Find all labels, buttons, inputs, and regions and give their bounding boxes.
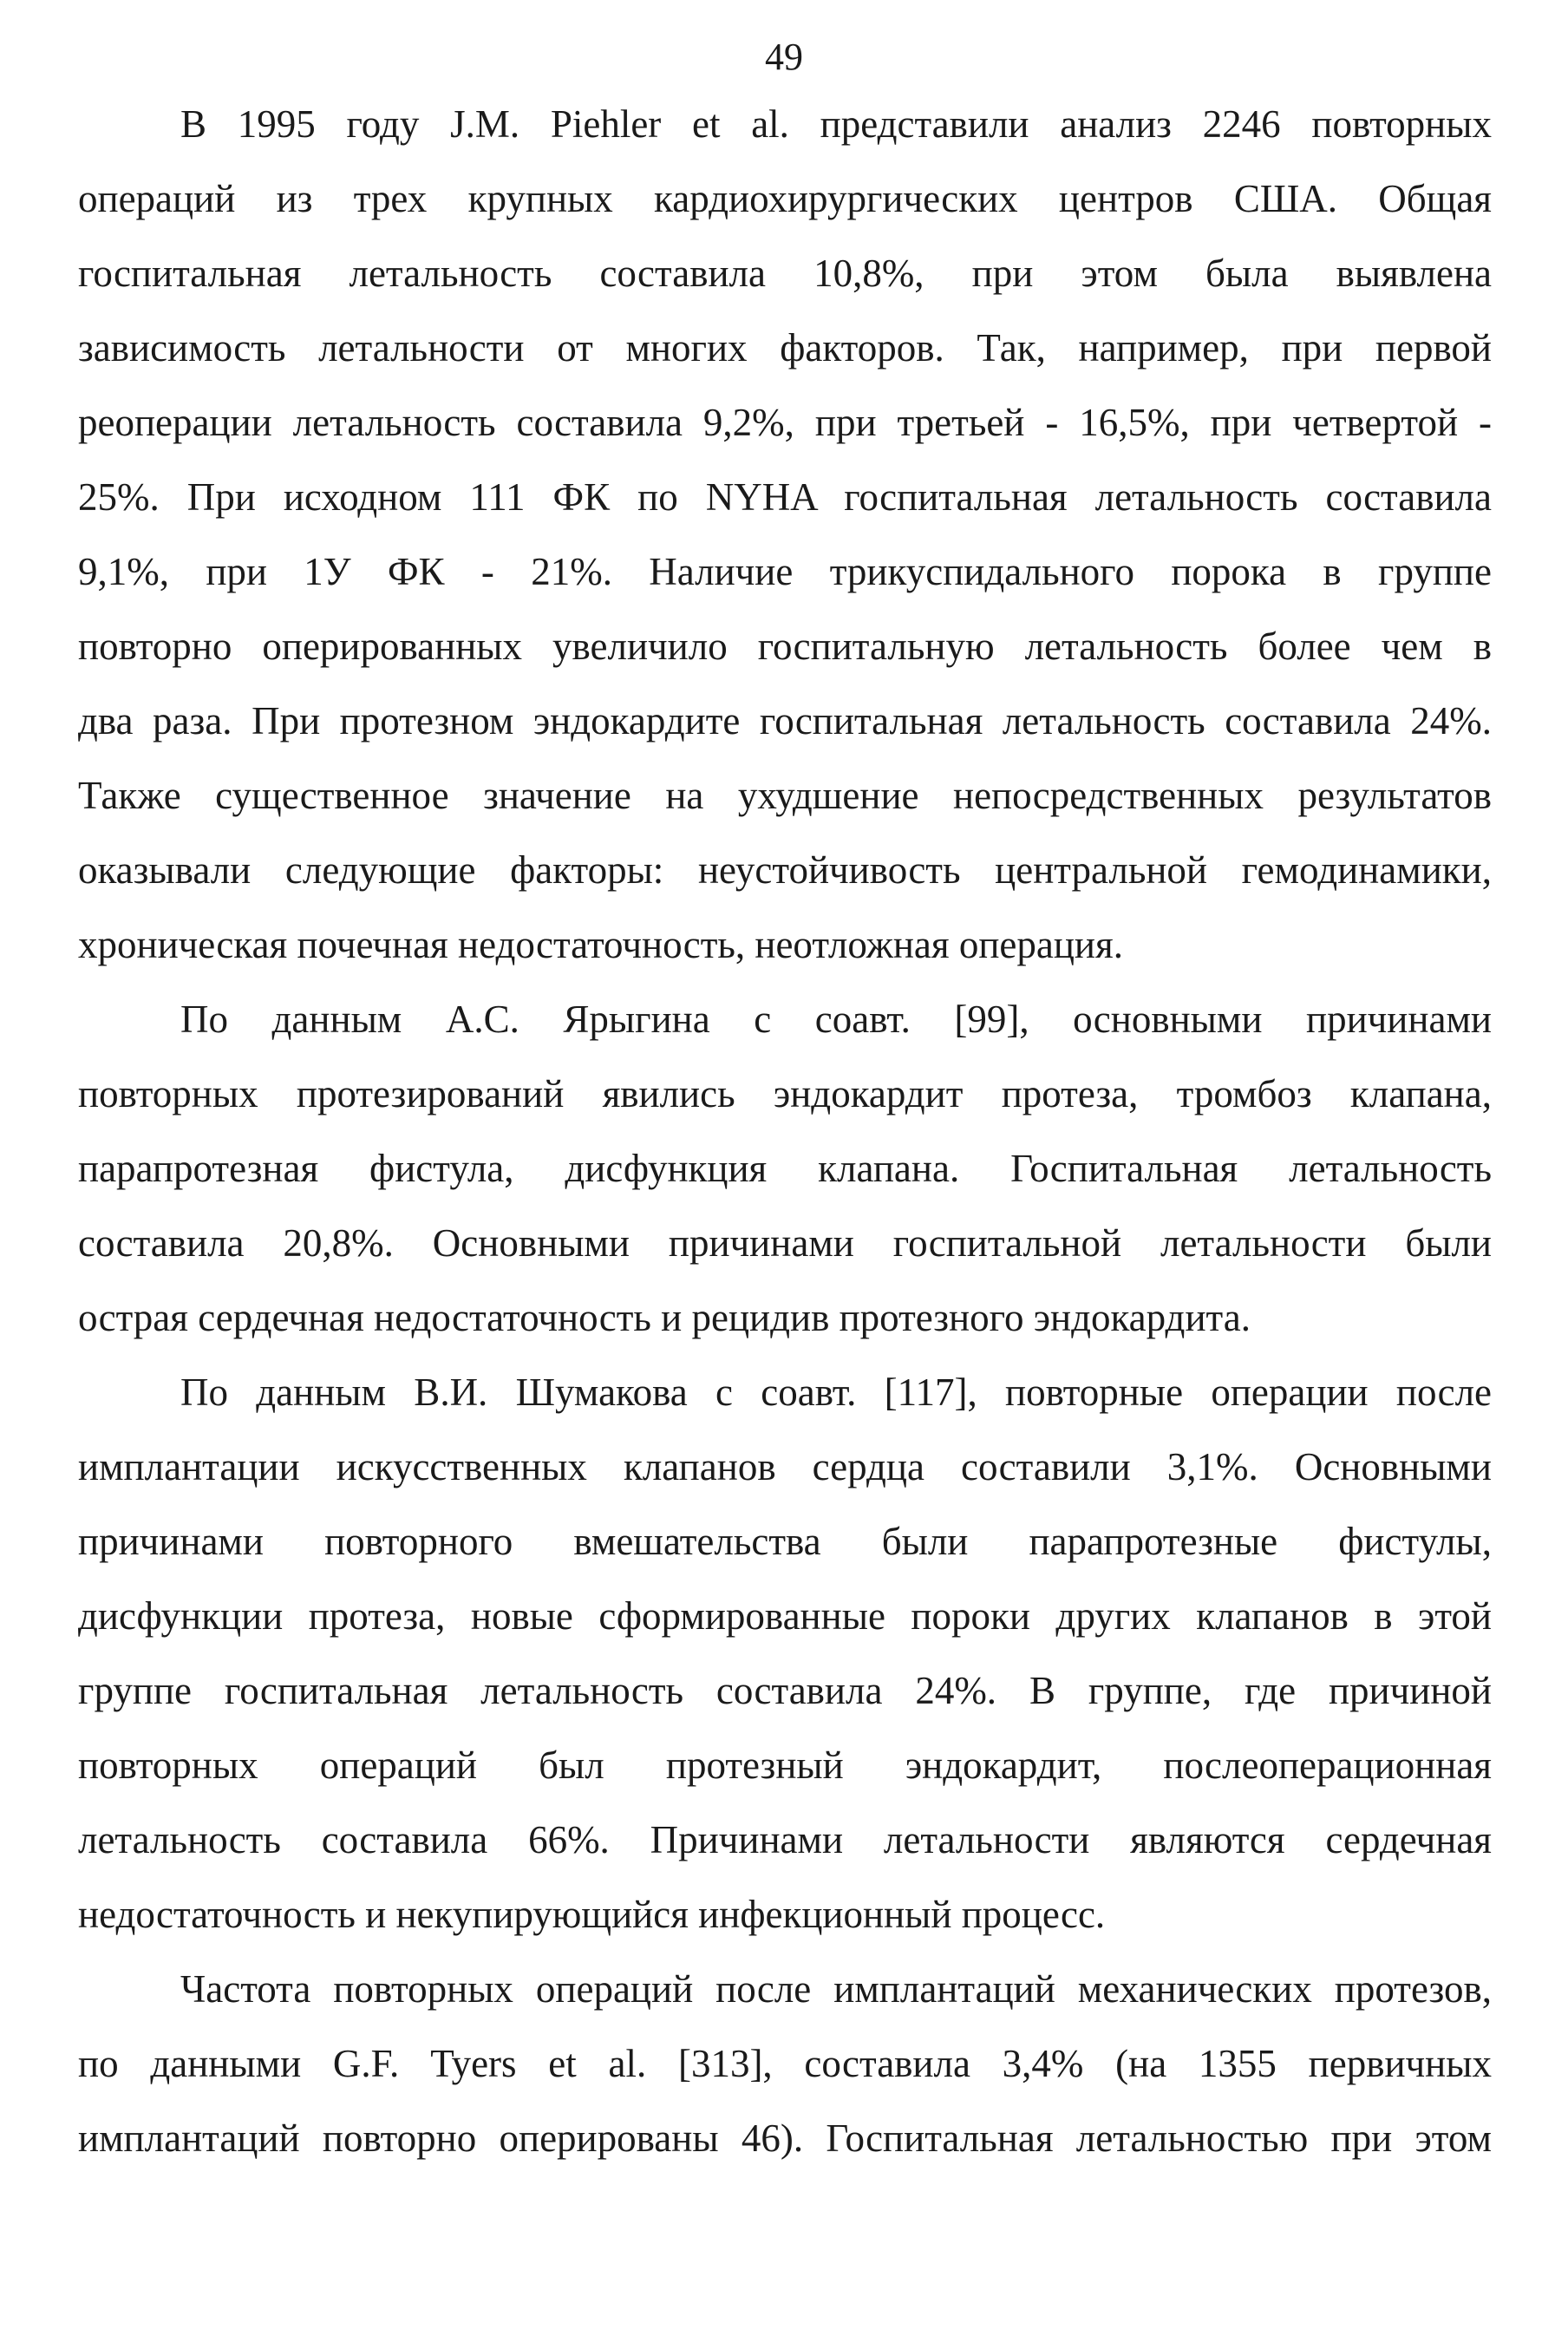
text-line: В 1995 году J.M. Piehler et al. представили анализ 2246 повторных bbox=[180, 102, 1492, 146]
text-line: повторных протезирований явились эндокардит протеза, тромбоз клапана, bbox=[78, 1072, 1492, 1115]
paragraph-1 bbox=[78, 87, 1492, 982]
text-line: реоперации летальность составила 9,2%, при третьей - 16,5%, при четвертой - bbox=[78, 401, 1492, 444]
text-line: Частота повторных операций после имплантаций механических протезов, bbox=[180, 1967, 1492, 2011]
text-line: зависимость летальности от многих факторов. Так, например, при первой bbox=[78, 326, 1492, 370]
paragraph-4 bbox=[78, 1952, 1492, 2175]
text-line: хроническая почечная недостаточность, неотложная операция. bbox=[78, 923, 1123, 966]
text-line: имплантации искусственных клапанов сердца составили 3,1%. Основными bbox=[78, 1445, 1492, 1488]
text-line: Также существенное значение на ухудшение непосредственных результатов bbox=[78, 774, 1492, 817]
text-line: по данными G.F. Tyers et al. [313], составила 3,4% (на 1355 первичных bbox=[78, 2042, 1492, 2085]
text-line: парапротезная фистула, дисфункция клапана. Госпитальная летальность bbox=[78, 1147, 1492, 1190]
text-line: оказывали следующие факторы: неустойчивость центральной гемодинамики, bbox=[78, 848, 1492, 892]
text-line: острая сердечная недостаточность и рецидив протезного эндокардита. bbox=[78, 1296, 1251, 1339]
page-number: 49 bbox=[765, 36, 803, 78]
text-line: По данным В.И. Шумакова с соавт. [117], повторные операции после bbox=[180, 1371, 1492, 1414]
text-line: дисфункции протеза, новые сформированные пороки других клапанов в этой bbox=[78, 1594, 1492, 1638]
text-line: повторных операций был протезный эндокардит, послеоперационная bbox=[78, 1743, 1492, 1787]
text-line: повторно оперированных увеличило госпитальную летальность более чем в bbox=[78, 625, 1492, 668]
text-line: составила 20,8%. Основными причинами госпитальной летальности были bbox=[78, 1221, 1492, 1265]
text-line: 25%. При исходном 111 ФК по NYHA госпитальная летальность составила bbox=[78, 475, 1492, 519]
text-line: По данным А.С. Ярыгина с соавт. [99], основными причинами bbox=[180, 998, 1492, 1041]
text-line: операций из трех крупных кардиохирургических центров США. Общая bbox=[78, 177, 1492, 220]
paragraph-2 bbox=[78, 982, 1492, 1355]
text-line: летальность составила 66%. Причинами летальности являются сердечная bbox=[78, 1818, 1492, 1861]
text-line: 9,1%, при 1У ФК - 21%. Наличие трикуспидального порока в группе bbox=[78, 550, 1492, 593]
text-line: причинами повторного вмешательства были парапротезные фистулы, bbox=[78, 1520, 1492, 1563]
text-line: госпитальная летальность составила 10,8%, при этом была выявлена bbox=[78, 252, 1492, 295]
text-line: группе госпитальная летальность составила 24%. В группе, где причиной bbox=[78, 1669, 1492, 1712]
body-text bbox=[78, 87, 1492, 2175]
text-line: недостаточность и некупирующийся инфекционный процесс. bbox=[78, 1893, 1106, 1936]
text-line: имплантаций повторно оперированы 46). Госпитальная летальностью при этом bbox=[78, 2116, 1492, 2160]
paragraph-3 bbox=[78, 1355, 1492, 1952]
text-line: два раза. При протезном эндокардите госпитальная летальность составила 24%. bbox=[78, 699, 1492, 743]
